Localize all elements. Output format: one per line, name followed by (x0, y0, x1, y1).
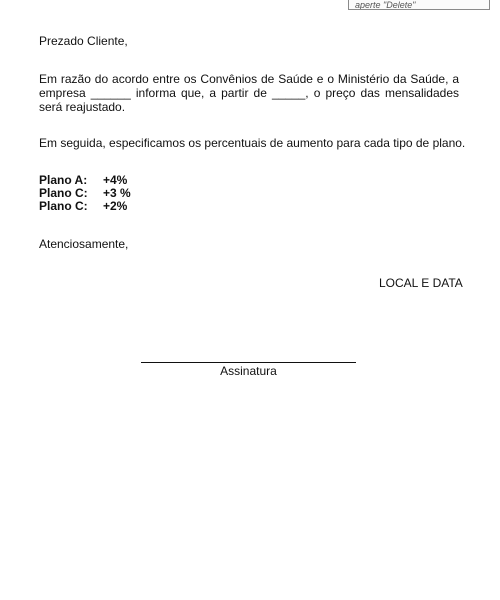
delete-hint-text: aperte "Delete" (355, 0, 416, 10)
closing: Atenciosamente, (39, 237, 129, 251)
plan-row (39, 200, 127, 212)
plan-percentage: +4% (103, 173, 128, 187)
plan-name: Plano C: (39, 186, 88, 200)
plan-percentage: +3 % (103, 186, 131, 200)
plan-name: Plano A: (39, 173, 88, 187)
greeting: Prezado Cliente, (39, 34, 128, 48)
announcement-paragraph: Em razão do acordo entre os Convênios de Saúde e o Ministério da Saúde, a empresa ______ informa que, a partir de _____, o preço das mensalidades será reajustado. (39, 72, 459, 114)
signature-line (141, 362, 356, 363)
plan-row (39, 187, 131, 199)
plan-row (39, 174, 127, 186)
plan-percentage: +2% (103, 199, 128, 213)
plan-name: Plano C: (39, 199, 88, 213)
delete-hint-box (348, 0, 490, 10)
local-date: LOCAL E DATA (379, 276, 463, 290)
plans-intro-paragraph: Em seguida, especificamos os percentuais de aumento para cada tipo de plano. (39, 136, 466, 150)
signature-label: Assinatura (220, 364, 277, 378)
